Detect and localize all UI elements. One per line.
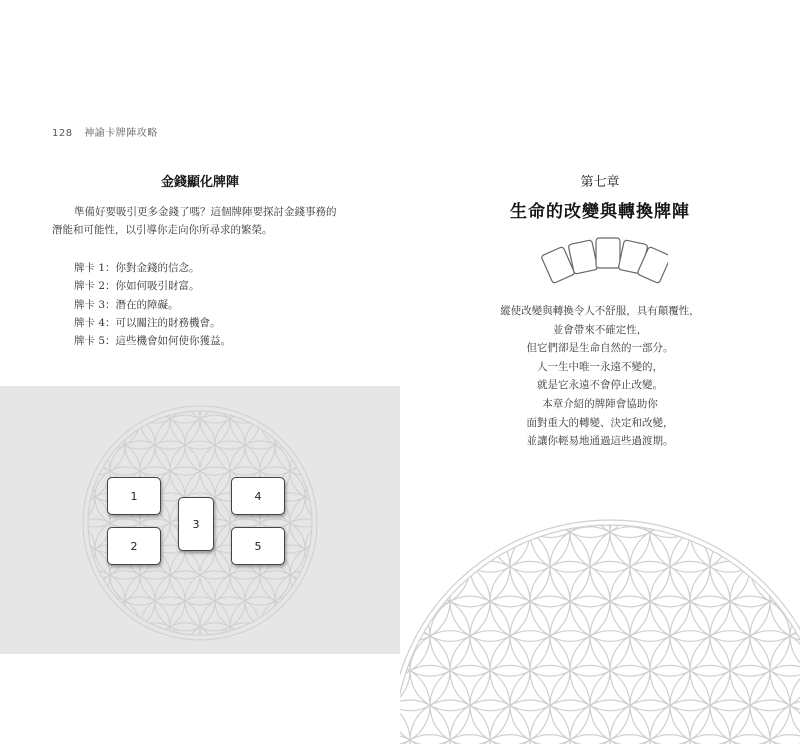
- flower-of-life-arc: [400, 500, 800, 744]
- poem-line: 但它們卻是生命自然的一部分。: [526, 342, 674, 355]
- card-position-item: 牌卡 3：潛在的障礙。: [74, 298, 179, 311]
- card-position-item: 牌卡 1：你對金錢的信念。: [74, 262, 200, 274]
- section-title: 金錢顯化牌陣: [160, 175, 239, 190]
- poem-line: 並會帶來不確定性，: [552, 323, 648, 336]
- spread-card-2: 2: [107, 527, 161, 565]
- spread-card-4: 4: [231, 477, 285, 515]
- intro-line: 準備好要吸引更多金錢了嗎？這個牌陣要探討金錢事務的: [74, 206, 337, 218]
- spread-card-3: 3: [178, 497, 214, 551]
- chapter-title: 生命的改變與轉換牌陣: [510, 202, 690, 222]
- poem-line: 本章介紹的牌陣會協助你: [542, 397, 658, 410]
- card-position-item: 牌卡 2：你如何吸引財富。: [74, 280, 200, 293]
- card-fan-icon: [538, 232, 668, 288]
- right-page: [400, 0, 800, 744]
- spread-card-1: 1: [107, 477, 161, 515]
- poem-line: 就是它永遠不會停止改變。: [537, 379, 663, 392]
- book-title: 神諭卡牌陣攻略: [84, 128, 158, 139]
- intro-line: 潛能和可能性，以引導你走向你所尋求的繁榮。: [52, 224, 273, 236]
- card-position-list: [74, 259, 231, 350]
- poem-line: 面對重大的轉變、決定和改變，: [526, 416, 674, 429]
- running-header: [52, 124, 158, 139]
- card-position-item: 牌卡 4：可以關注的財務機會。: [74, 316, 221, 329]
- intro-paragraph: [52, 203, 352, 239]
- poem-line: 縱使改變與轉換令人不舒服，具有顛覆性，: [500, 305, 700, 317]
- poem-line: 人一生中唯一永遠不變的，: [537, 360, 663, 373]
- spread-diagram: [0, 386, 400, 654]
- page-number: 128: [52, 128, 73, 139]
- poem-line: 並讓你輕易地通過這些過渡期。: [526, 435, 674, 448]
- chapter-label: 第七章: [580, 175, 620, 190]
- card-position-item: 牌卡 5：這些機會如何使你獲益。: [74, 335, 232, 348]
- chapter-intro-poem: [400, 302, 800, 451]
- spread-card-5: 5: [231, 527, 285, 565]
